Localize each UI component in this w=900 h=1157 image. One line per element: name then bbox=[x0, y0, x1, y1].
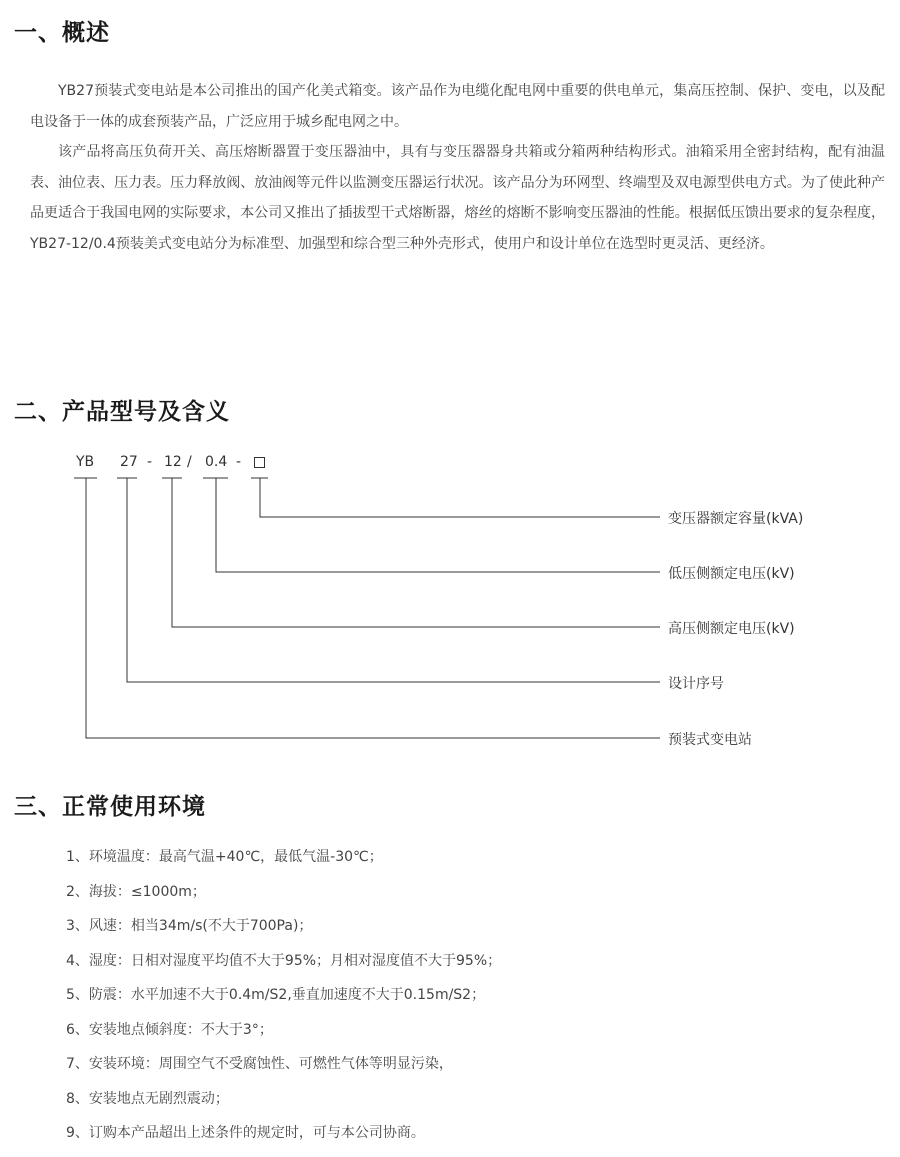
list-item: 9、订购本产品超出上述条件的规定时，可与本公司协商。 bbox=[66, 1125, 425, 1141]
list-item: 6、安装地点倾斜度：不大于3°； bbox=[66, 1021, 273, 1038]
overview-paragraph-1: YB27预装式变电站是本公司推出的国产化美式箱变。该产品作为电缆化配电网中重要的供电单元，集高压控制、保护、变电，以及配电设备于一体的成套预装产品，广泛应用于城乡配电网之中。 bbox=[30, 83, 885, 130]
code-0-4: 0.4 bbox=[205, 454, 228, 470]
desc-substation: 预装式变电站 bbox=[668, 732, 752, 748]
section-title-model: 二、产品型号及含义 bbox=[14, 399, 230, 425]
list-item: 3、风速：相当34m/s(不大于700Pa)； bbox=[66, 918, 313, 934]
desc-capacity: 变压器额定容量(kVA) bbox=[668, 511, 804, 527]
section-title-overview: 一、概述 bbox=[14, 20, 110, 46]
section-title-environment: 三、正常使用环境 bbox=[14, 794, 206, 820]
leader-capacity bbox=[260, 478, 660, 517]
list-item: 1、环境温度：最高气温+40℃，最低气温-30℃； bbox=[66, 849, 383, 865]
list-item: 2、海拔：≤1000m； bbox=[66, 883, 206, 900]
code-27: 27 bbox=[120, 454, 138, 470]
code-dash-2: - bbox=[236, 454, 242, 470]
list-item: 8、安装地点无剧烈震动； bbox=[66, 1090, 229, 1107]
list-item: 7、安装环境：周围空气不受腐蚀性、可燃性气体等明显污染， bbox=[66, 1056, 453, 1072]
code-dash-1: - bbox=[147, 454, 153, 470]
desc-high-voltage: 高压侧额定电压(kV) bbox=[668, 621, 795, 637]
code-12: 12 bbox=[164, 454, 182, 470]
desc-design-no: 设计序号 bbox=[668, 676, 724, 692]
list-item: 4、湿度：日相对湿度平均值不大于95%；月相对湿度值不大于95%； bbox=[66, 952, 502, 969]
leader-low-voltage bbox=[216, 478, 660, 572]
environment-list bbox=[66, 840, 501, 1151]
list-item: 5、防震：水平加速不大于0.4m/S2,垂直加速度不大于0.15m/S2； bbox=[66, 987, 486, 1003]
leader-design-no bbox=[127, 478, 660, 682]
leader-high-voltage bbox=[172, 478, 660, 627]
desc-low-voltage: 低压侧额定电压(kV) bbox=[668, 566, 795, 582]
overview-paragraph-2: 该产品将高压负荷开关、高压熔断器置于变压器油中，具有与变压器器身共箱或分箱两种结构形式。油箱采用全密封结构，配有油温表、油位表、压力表。压力释放阀、放油阀等元件以监测变压器运行状况。该产品分为环网型、终端型及双电源型供电方式。为了使此种产品更适合于我国电网的实际要求，本公司又推出了插拔型干式熔断器，熔丝的熔断不影响变压器油的性能。根据低压馈出要求的复杂程度，YB27-12/0.4预装美式变电站分为标准型、加强型和综合型三种外壳形式，使用户和设计单位在选型时更灵活、更经济。 bbox=[30, 144, 885, 252]
code-yb: YB bbox=[76, 454, 95, 470]
code-slash: / bbox=[187, 454, 192, 470]
